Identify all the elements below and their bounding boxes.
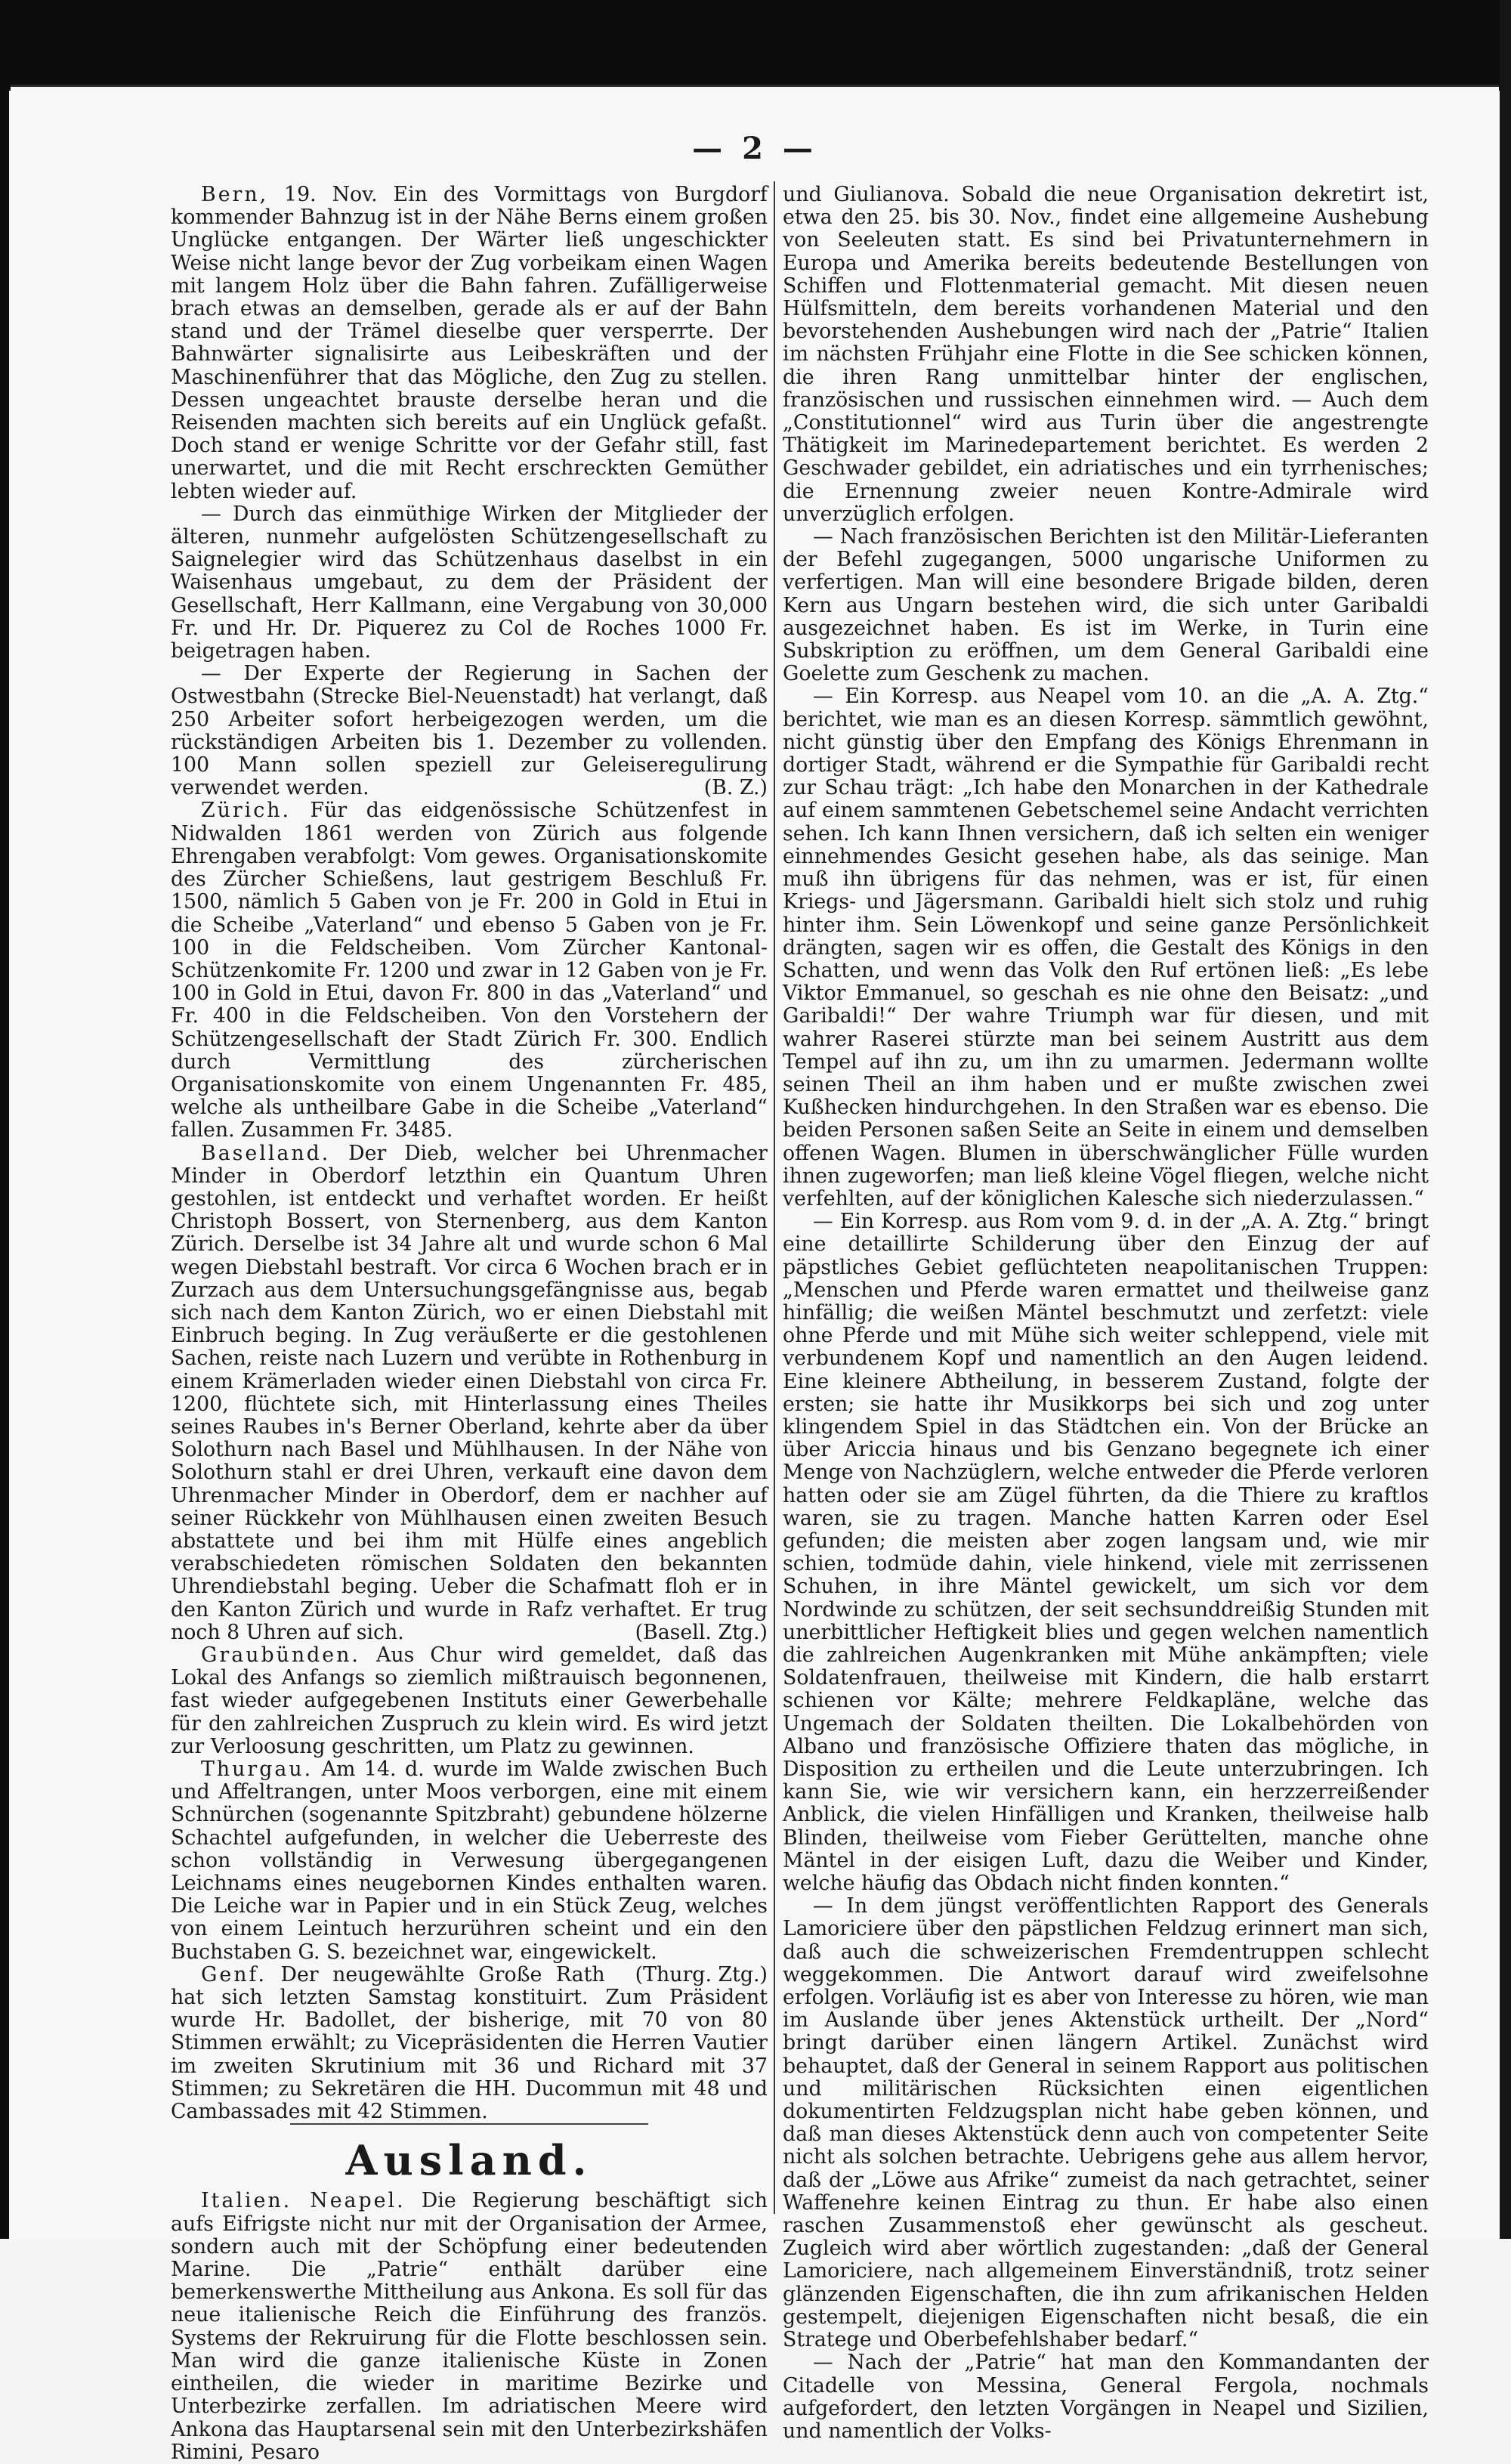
article-text: Am 14. d. wurde im Walde zwischen Buch und Affeltrangen, unter Moos verborgen, eine mit einem Schnürchen (sogenannte Spitzbraht) gebundene hölzerne Schachtel aufgefunden, in welcher die Ueberreste des schon vollständig in Verwesung übergegangenen Leichnams eines neugebornen Kindes enthalten waren. Die Leiche war in Papier und in ein Stück Zeug, welches von einem Leintuch herzurühren scheint und ein den Buchstaben G. S. bezeichnet war, eingewickelt. xyxy=(171,1758,768,1964)
article-text: — Nach französischen Berichten ist den Militär-Lieferanten der Befehl zugegangen, 5000 ungarische Uniformen zu verfertigen. Man will eine besondere Brigade bilden, deren Kern aus Ungarn bestehen wird, die sich unter Garibaldi ausgezeichnet haben. Es ist im Werke, in Turin eine Subskription zu eröffnen, um dem General Garibaldi eine Goelette zum Geschenk zu machen. xyxy=(783,525,1429,686)
newspaper-page xyxy=(11,85,1499,2464)
article-source: (Thurg. Ztg.) xyxy=(635,1962,768,1986)
article-continuation xyxy=(783,184,1429,526)
scan-border-top xyxy=(0,0,1511,91)
article-text: Der Dieb, welcher bei Uhrenmacher Minder in Oberdorf letzthin ein Quantum Uhren gestohlen, ist entdeckt und verhaftet worden. Er heißt Christoph Bossert, von Sternenberg, aus dem Kanton Zürich. Derselbe ist 34 Jahre alt und wurde schon 6 Mal wegen Diebstahl bestraft. Vor circa 6 Wochen brach er in Zurzach aus dem Untersuchungsgefängnisse aus, begab sich nach dem Kanton Zürich, wo er einen Diebstahl mit Einbruch beging. In Zug veräußerte er die gestohlenen Sachen, reiste nach Luzern und verübte in Rothenburg in einem Krämerladen wieder einen Diebstahl von circa Fr. 1200, flüchtete sich, mit Hinterlassung eines Theiles seines Raubes in's Berner Oberland, kehrte aber da über Solothurn nach Basel und Mühlhausen. In der Nähe von Solothurn stahl er drei Uhren, verkauft eine davon dem Uhrenmacher Minder in Oberdorf, dem er nachher auf seiner Rückkehr von Mühlhausen einen zweiten Besuch abstattete und bei ihm mit Hülfe eines angeblich verabschiedeten römischen Soldaten den bekannten Uhrendiebstahl beging. Ueber die Schafmatt floh er in den Kanton Zürich und wurde in Rafz verhaftet. Er trug noch 8 Uhren auf sich. xyxy=(171,1141,768,1644)
article-baselland xyxy=(171,1142,768,1644)
column-rule xyxy=(774,181,775,2214)
article-place: Thurgau. xyxy=(201,1758,314,1782)
right-column xyxy=(783,183,1429,2443)
scan-border-left xyxy=(0,0,9,2239)
section-divider xyxy=(290,2123,648,2125)
article-text: — Der Experte der Regierung in Sachen der Ostwestbahn (Strecke Biel-Neuenstadt) hat verlangt, daß 250 Arbeiter sofort herbeigezogen werden, um die rückständigen Arbeiten bis 1. Dezember zu vollenden. 100 Mann sollen speziell zur Geleiseregulirung verwendet werden. xyxy=(171,662,768,800)
article-italien xyxy=(171,2190,768,2463)
article-text: 19. Nov. Ein des Vormittags von Burgdorf kommender Bahnzug ist in der Nähe Berns einem großen Unglücke entgangen. Der Wärter ließ ungeschickter Weise nicht lange bevor der Zug vorbeikam einen Wagen mit langem Holz über die Bahn fahren. Zufälligerweise brach etwas an demselben, gerade als er auf der Bahn stand und der Trämel dieselbe quer versperrte. Der Bahnwärter signalisirte aus Leibeskräften und der Maschinenführer that das Mögliche, den Zug zu stellen. Dessen ungeachtet brauste derselbe heran und die Reisenden machten sich bereits auf ein Unglück gefaßt. Doch stand er wenige Schritte vor der Gefahr still, fast unerwartet, und die mit Recht erschreckten Gemüther lebten wieder auf. xyxy=(171,183,768,503)
article-source: (Basell. Ztg.) xyxy=(635,1620,768,1644)
article-lamoriciere xyxy=(783,1895,1429,2351)
article-messina xyxy=(783,2351,1429,2443)
article-place: Graubünden. xyxy=(201,1643,360,1667)
article-text: Aus Chur wird gemeldet, daß das Lokal des Anfangs so ziemlich mißtrauisch begonnenen, fast wieder aufgegebenen Instituts einer Gewerbehalle für den zahlreichen Zuspruch zu klein wird. Es wird jetzt zur Verloosung geschritten, um Platz zu gewinnen. xyxy=(171,1643,768,1758)
article-place: Italien. Neapel. xyxy=(201,2189,406,2213)
section-heading-ausland: Ausland. xyxy=(345,2136,593,2185)
article-uniformen xyxy=(783,526,1429,685)
article-neapel xyxy=(783,685,1429,1210)
article-text: — Nach der „Patrie“ hat man den Kommandanten der Citadelle von Messina, General Fergola, nochmals aufgefordert, den letzten Vorgängen in Neapel und Sizilien, und namentlich der Volks- xyxy=(783,2351,1429,2443)
article-zuerich xyxy=(171,799,768,1142)
article-ostwestbahn xyxy=(171,663,768,799)
article-text: Der neugewählte Große Rath hat sich letzten Samstag konstituirt. Zum Präsident wurde Hr. Badollet, der bisherige, mit 70 von 80 Stimmen erwählt; zu Vicepräsidenten die Herren Vautier im zweiten Skrutinium mit 36 und Richard mit 37 Stimmen; zu Sekretären die HH. Ducommun mit 48 und Cambassades mit 42 Stimmen. xyxy=(171,1962,768,2124)
article-rom xyxy=(783,1210,1429,1895)
article-text: — Durch das einmüthige Wirken der Mitglieder der älteren, nunmehr aufgelösten Schützengesellschaft zu Saignelegier wird das Schützenhaus daselbst in ein Waisenhaus umgebaut, zu dem der Präsident der Gesellschaft, Herr Kallmann, eine Vergabung von 30,000 Fr. und Hr. Dr. Piquerez zu Col de Roches 1000 Fr. beigetragen haben. xyxy=(171,502,768,663)
article-source: (B. Z.) xyxy=(703,776,768,800)
article-graubuenden xyxy=(171,1644,768,1758)
article-text: — Ein Korresp. aus Neapel vom 10. an die „A. A. Ztg.“ berichtet, wie man es an diesen Korresp. sämmtlich gewöhnt, nicht günstig über den Empfang des Königs Ehrenmann in dortiger Stadt, während er die Sympathie für Garibaldi recht zur Schau trägt: „Ich habe den Monarchen in der Kathedrale auf einem sammtenen Gebetschemel seine Andacht verrichten sehen. Ich kann Ihnen versichern, daß ich selten ein weniger einnehmendes Gesicht gesehen habe, als das seinige. Man muß ihn übrigens für das nehmen, was er ist, für einen Kriegs- und Jägersmann. Garibaldi hielt sich stolz und ruhig hinter ihm. Sein Löwenkopf und seine ganze Persönlichkeit drängten, sagen wir es offen, die Gestalt des Königs in den Schatten, und wenn das Volk den Ruf ertönen ließ: „Es lebe Viktor Emmanuel, so geschah es nie ohne den Beisatz: „und Garibaldi!“ Der wahre Triumph war für diesen, und mit wahrer Raserei stürzte man bei seinem Austritt aus dem Tempel auf ihn zu, um ihn zu umarmen. Jedermann wollte seinen Theil an ihm haben und er mußte zwischen zwei Kußhecken hindurchgehen. In den Straßen war es ebenso. Die beiden Personen saßen Seite an Seite in einem und demselben offenen Wagen. Blumen in überschwänglicher Fülle wurden ihnen zugeworfen; man ließ kleine Vögel fliegen, welche nicht verfehlten, auf der königlichen Kalesche sich niederzulassen.“ xyxy=(783,685,1429,1210)
left-column xyxy=(171,183,768,2464)
page-number: — 2 — xyxy=(692,131,817,166)
article-place: Zürich. xyxy=(201,799,292,823)
article-genf xyxy=(171,1964,768,2123)
article-text: und Giulianova. Sobald die neue Organisation dekretirt ist, etwa den 25. bis 30. Nov., findet eine allgemeine Aushebung von Seeleuten statt. Es sind bei Privatunternehmern in Europa und Amerika bereits bedeutende Bestellungen von Schiffen und Flottenmaterial gemacht. Mit diesen neuen Hülfsmitteln, dem bereits vorhandenen Material und den bevorstehenden Aushebungen wird nach der „Patrie“ Italien im nächsten Frühjahr eine Flotte in die See schicken können, die ihren Rang unmittelbar hinter der englischen, französischen und russischen einnehmen wird. — Auch dem „Constitutionnel“ wird aus Turin über die angestrengte Thätigkeit im Marinedepartement berichtet. Es werden 2 Geschwader gebildet, ein adriatisches und ein tyrrhenisches; die Ernennung zweier neuen Kontre-Admirale wird unverzüglich erfolgen. xyxy=(783,183,1429,526)
article-text: Für das eidgenössische Schützenfest in Nidwalden 1861 werden von Zürich aus folgende Ehrengaben verabfolgt: Vom gewes. Organisationskomite des Zürcher Schießens, laut gestrigem Beschluß Fr. 1500, nämlich 5 Gaben von je Fr. 200 in Gold in Etui in die Scheibe „Vaterland“ und ebenso 5 Gaben von je Fr. 100 in die Feldscheiben. Vom Zürcher Kantonal-Schützenkomite Fr. 1200 und zwar in 12 Gaben von je Fr. 100 in Gold in Etui, davon Fr. 800 in das „Vaterland“ und Fr. 400 in die Feldscheiben. Von den Vorstehern der Schützengesellschaft der Stadt Zürich Fr. 300. Endlich durch Vermittlung des zürcherischen Organisationskomite von einem Ungenannten Fr. 485, welche als untheilbare Gabe in die Scheibe „Vaterland“ fallen. Zusammen Fr. 3485. xyxy=(171,799,768,1142)
article-bern xyxy=(171,184,768,503)
article-saignelegier xyxy=(171,503,768,663)
article-place: Baselland. xyxy=(201,1141,331,1165)
scan-border-right xyxy=(1500,0,1511,2239)
article-place: Genf. xyxy=(201,1962,267,1986)
article-place: Bern, xyxy=(201,183,269,206)
article-text: Die Regierung beschäftigt sich aufs Eifrigste nicht nur mit der Organisation der Armee, sondern auch mit der Schöpfung einer bedeutenden Marine. Die „Patrie“ enthält darüber eine bemerkenswerthe Mittheilung aus Ankona. Es soll für das neue italienische Reich die Einführung des französ. Systems der Rekruirung für die Flotte beschlossen sein. Man wird die ganze italienische Küste in Zonen eintheilen, die wieder in maritime Bezirke und Unterbezirke zerfallen. Im adriatischen Meere wird Ankona das Hauptarsenal sein mit den Unterbezirkshäfen Rimini, Pesaro xyxy=(171,2189,768,2464)
article-text: — Ein Korresp. aus Rom vom 9. d. in der „A. A. Ztg.“ bringt eine detaillirte Schilderung über den Einzug der auf päpstliches Gebiet geflüchteten neapolitanischen Truppen: „Menschen und Pferde waren ermattet und theilweise ganz hinfällig; die weißen Mäntel beschmutzt und zerfetzt: viele ohne Pferde und mit Mühe sich weiter schleppend, viele mit verbundenem Kopf und namentlich an den Augen leidend. Eine kleinere Abtheilung, in besserem Zustand, folgte der ersten; sie hatte ihr Musikkorps bei sich und zog unter klingendem Spiel in das Städtchen ein. Von der Brücke an über Ariccia hinaus und bis Genzano begegnete ich einer Menge von Nachzüglern, welche entweder die Pferde verloren hatten oder sie am Zügel führten, da die Thiere zu kraftlos waren, sie zu tragen. Manche hatten Karren oder Esel gefunden; die meisten aber zogen langsam und, wie mir schien, todmüde dahin, viele hinkend, viele mit zerrissenen Schuhen, in ihre Mäntel gewickelt, um sich vor dem Nordwinde zu schützen, der seit sechsunddreißig Stunden mit unerbittlicher Heftigkeit blies und gegen welchen namentlich die zahlreichen Augenkranken mit Mühe ankämpften; viele Soldatenfrauen, theilweise mit Kindern, die halb erstarrt schienen vor Kälte; mehrere Feldkapläne, welche das Ungemach der Soldaten theilten. Die Lokalbehörden von Albano und französische Offiziere thaten das mögliche, in Disposition zu ertheilen und die Leute unterzubringen. Ich kann Sie, wie wir versichern kann, ein herzzerreißender Anblick, die vielen Hinfälligen und Kranken, theilweise halb Blinden, theilweise vom Fieber Gerüttelten, manche ohne Mäntel in der eisigen Luft, dazu die Weiber und Kinder, welche häufig das Obdach nicht finden konnten.“ xyxy=(783,1210,1429,1896)
article-text: — In dem jüngst veröffentlichten Rapport des Generals Lamoriciere über den päpstlichen Feldzug erinnert man sich, daß auch die schweizerischen Fremdentruppen schlecht weggekommen. Die Antwort darauf wird zweifelsohne erfolgen. Vorläufig ist es aber von Interesse zu hören, wie man im Auslande über jenes Aktenstück urtheilt. Der „Nord“ bringt darüber einen längern Artikel. Zunächst wird behauptet, daß der General in seinem Rapport aus politischen und militärischen Rücksichten einen eigentlichen dokumentirten Feldzugsplan nicht habe geben können, und daß man dieses Aktenstück denn auch von competenter Seite nicht als solchen betrachte. Uebrigens gehe aus allem hervor, daß der „Löwe aus Afrike“ zumeist da nach getrachtet, seiner Waffenehre keinen Eintrag zu thun. Er habe also einen raschen Zusammenstoß eher gewünscht als gescheut. Zugleich wird aber wörtlich zugestanden: „daß der General Lamoriciere, nach allgemeinem Einverständniß, trotz seiner glänzenden Eigenschaften, die ihn zum afrikanischen Helden gestempelt, diejenigen Eigenschaften nicht besaß, die ein Stratege und Oberbefehlshaber bedarf.“ xyxy=(783,1894,1429,2352)
